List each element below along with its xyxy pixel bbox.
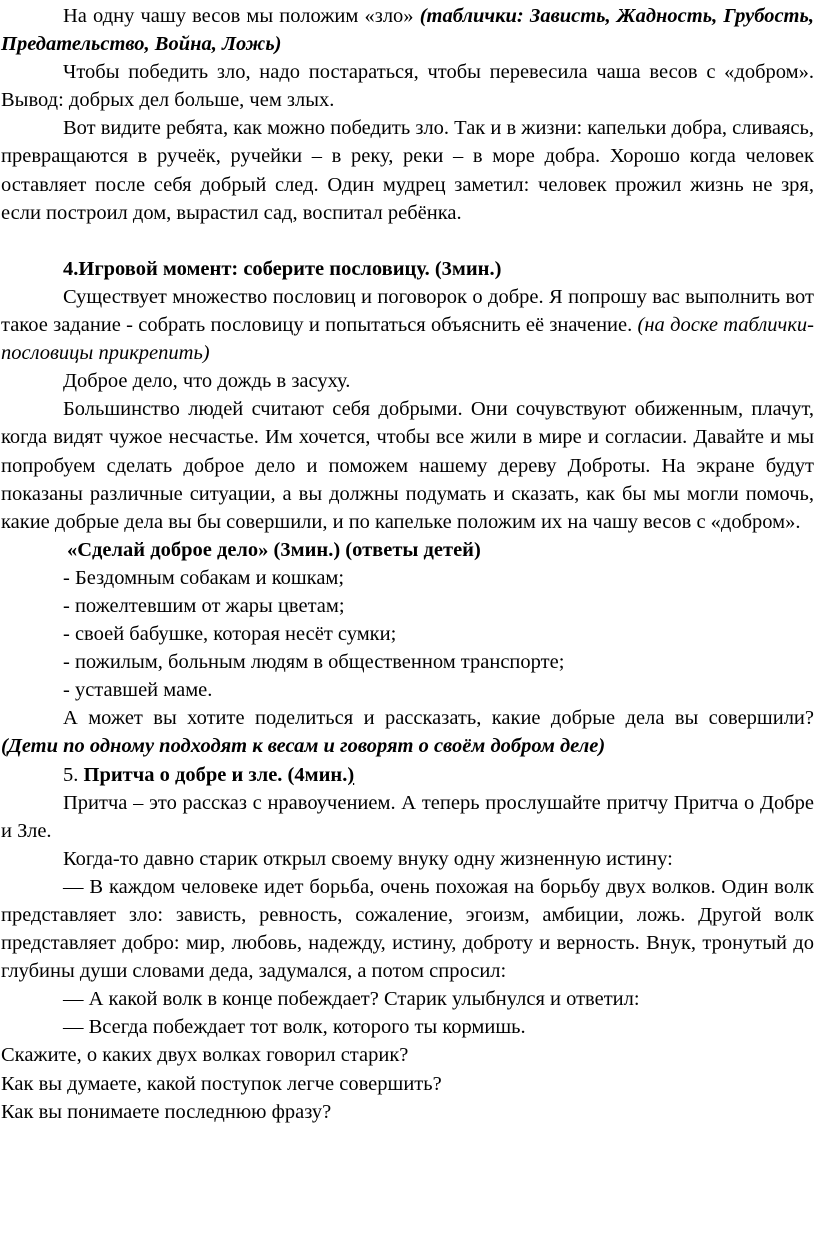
paragraph-text: А может вы хотите поделиться и рассказать, какие добрые дела вы совершили? — [63, 707, 814, 730]
question-line: Как вы думаете, какой поступок легче совершить? — [1, 1072, 442, 1095]
proverb: Доброе дело, что дождь в засуху. — [63, 370, 351, 393]
paragraph-note: (таблички: Зависть, Жадность, Грубость, Предательство, Война, Ложь) — [1, 5, 814, 56]
section-4-heading: 4.Игровой момент: соберите пословицу. (3мин.) — [63, 257, 502, 280]
section-4-intro — [1, 283, 814, 367]
question-line: Как вы понимаете последнюю фразу? — [1, 1100, 332, 1123]
blank-line — [1, 227, 814, 255]
parable-paragraph: — В каждом человеке идет борьба, очень похожая на борьбу двух волков. Один волк представляет зло: зависть, ревность, сожаление, эгоизм, амбиции, ложь. Другой волк представляет добро: мир, любовь, надежду, истину, доброту и верность. Внук, тронутый до глубины души словами деда, задумался, а потом спросил: — [1, 875, 814, 983]
section-number: 5. — [63, 763, 84, 786]
paragraph-scales-evil — [1, 2, 814, 58]
paragraph-note: (на доске таблички-пословицы прикрепить) — [1, 314, 814, 365]
paragraph-text: На одну чашу весов мы положим «зло» — [63, 5, 420, 27]
good-deed-question — [1, 704, 814, 760]
question-line: Скажите, о каких двух волках говорил старик? — [1, 1044, 409, 1067]
list-item: - пожилым, больным людям в общественном транспорте; — [63, 651, 565, 674]
section-title: Притча о добре и зле. (4мин. — [83, 763, 348, 786]
paragraph-conclusion: Чтобы победить зло, надо постараться, чтобы перевесила чаша весов с «добром». Вывод: добрых дел больше, чем злых. — [1, 61, 814, 112]
paragraph-text: Существует множество пословиц и поговорок о добре. Я попрошу вас выполнить вот такое задание - собрать пословицу и попытаться объяснить её значение. — [1, 285, 814, 337]
section-title-end: ) — [347, 763, 355, 786]
list-item: - Бездомным собакам и кошкам; — [63, 566, 345, 589]
parable-paragraph: — Всегда побеждает тот волк, которого ты кормишь. — [63, 1016, 526, 1039]
good-deed-heading: «Сделай доброе дело» (3мин.) (ответы детей) — [67, 538, 481, 561]
list-item: - уставшей маме. — [63, 679, 213, 702]
section-4-body: Большинство людей считают себя добрыми. Они сочувствуют обиженным, плачут, когда видят чужое несчастье. Им хочется, чтобы все жили в мире и согласии. Давайте и мы попробуем сделать доброе дело и поможем нашему дереву Доброты. На экране будут показаны различные ситуации, а вы должны подумать и сказать, как бы мы могли помочь, какие добрые дела вы бы совершили, и по капельке положим их на чашу весов с «добром». — [1, 398, 814, 533]
section-5-heading — [1, 761, 814, 789]
list-item: - пожелтевшим от жары цветам; — [63, 594, 345, 617]
paragraph-note: (Дети по одному подходят к весам и говорят о своём добром деле) — [1, 735, 606, 758]
section-5-intro: Притча – это рассказ с нравоучением. А теперь прослушайте притчу Притча о Добре и Зле. — [1, 791, 814, 842]
parable-paragraph: Когда-то давно старик открыл своему внуку одну жизненную истину: — [63, 847, 673, 870]
list-item: - своей бабушке, которая несёт сумки; — [63, 623, 397, 646]
parable-paragraph: — А какой волк в конце побеждает? Старик улыбнулся и ответил: — [63, 988, 640, 1011]
paragraph-defeat-evil: Вот видите ребята, как можно победить зло. Так и в жизни: капельки добра, сливаясь, превращаются в ручеёк, ручейки – в реку, реки – в море добра. Хорошо когда человек оставляет после себя добрый след. Один мудрец заметил: человек прожил жизнь не зря, если построил дом, вырастил сад, воспитал ребёнка. — [1, 117, 814, 224]
